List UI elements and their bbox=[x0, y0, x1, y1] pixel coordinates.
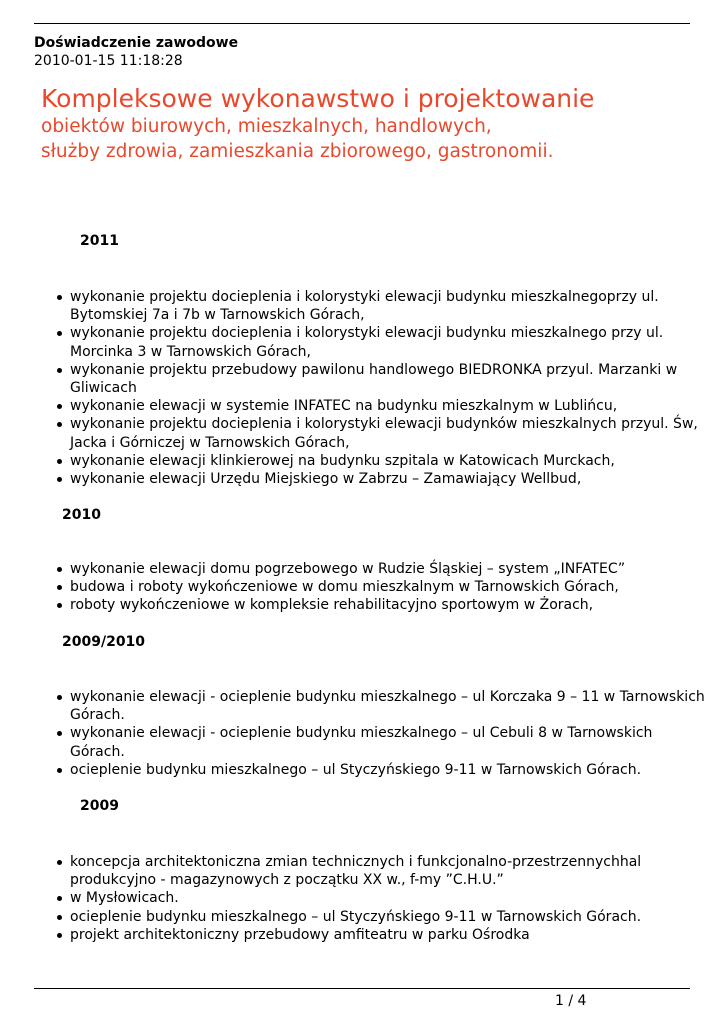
list-item: wykonanie projektu przebudowy pawilonu handlowego BIEDRONKA przyul. Marzanki w Gliwicach bbox=[70, 361, 710, 397]
project-list bbox=[52, 288, 710, 488]
document-date: 2010-01-15 11:18:28 bbox=[34, 53, 183, 69]
list-item: ocieplenie budynku mieszkalnego – ul Styczyńskiego 9-11 w Tarnowskich Górach. bbox=[70, 908, 710, 926]
list-item: ocieplenie budynku mieszkalnego – ul Styczyńskiego 9-11 w Tarnowskich Górach. bbox=[70, 761, 710, 779]
list-item: projekt architektoniczny przebudowy amfiteatru w parku Ośrodka bbox=[70, 926, 710, 944]
list-item: w Mysłowicach. bbox=[70, 889, 710, 907]
page-number: 1 / 4 bbox=[555, 993, 587, 1009]
list-item: wykonanie projektu docieplenia i kolorystyki elewacji budynku mieszkalnego przy ul. Morcinka 3 w Tarnowskich Górach, bbox=[70, 324, 710, 360]
list-item: wykonanie projektu docieplenia i kolorystyki elewacji budynków mieszkalnych przyul. Św, Jacka i Górniczej w Tarnowskich Górach, bbox=[70, 415, 710, 451]
project-list bbox=[52, 560, 710, 615]
list-item: wykonanie elewacji klinkierowej na budynku szpitala w Katowicach Murckach, bbox=[70, 452, 710, 470]
banner-line-2: obiektów biurowych, mieszkalnych, handlowych, bbox=[41, 116, 492, 137]
banner-line-1: Kompleksowe wykonawstwo i projektowanie bbox=[41, 84, 595, 113]
list-item: wykonanie projektu docieplenia i kolorystyki elewacji budynku mieszkalnegoprzy ul. Bytomskiej 7a i 7b w Tarnowskich Górach, bbox=[70, 288, 710, 324]
banner-image bbox=[41, 84, 594, 164]
list-item: wykonanie elewacji - ocieplenie budynku mieszkalnego – ul Korczaka 9 – 11 w Tarnowskich Górach. bbox=[70, 688, 710, 724]
document-title: Doświadczenie zawodowe bbox=[34, 35, 239, 51]
list-item: koncepcja architektoniczna zmian technicznych i funkcjonalno-przestrzennychhal produkcyjno - magazynowych z początku XX w., f-my ”C.H.U.” bbox=[70, 853, 710, 889]
list-item: wykonanie elewacji Urzędu Miejskiego w Zabrzu – Zamawiający Wellbud, bbox=[70, 470, 710, 488]
banner-line-3: służby zdrowia, zamieszkania zbiorowego, gastronomii. bbox=[41, 141, 554, 162]
list-item: budowa i roboty wykończeniowe w domu mieszkalnym w Tarnowskich Górach, bbox=[70, 578, 710, 596]
year-heading: 2010 bbox=[62, 507, 101, 523]
footer-rule bbox=[34, 988, 690, 989]
header-rule bbox=[34, 23, 690, 24]
list-item: wykonanie elewacji domu pogrzebowego w Rudzie Śląskiej – system „INFATEC” bbox=[70, 560, 710, 578]
list-item: wykonanie elewacji w systemie INFATEC na budynku mieszkalnym w Lublińcu, bbox=[70, 397, 710, 415]
list-item: roboty wykończeniowe w kompleksie rehabilitacyjno sportowym w Żorach, bbox=[70, 596, 710, 614]
year-heading: 2009 bbox=[80, 798, 119, 814]
project-list bbox=[52, 688, 710, 779]
list-item: wykonanie elewacji - ocieplenie budynku mieszkalnego – ul Cebuli 8 w Tarnowskich Górach. bbox=[70, 724, 710, 760]
year-heading: 2009/2010 bbox=[62, 634, 146, 650]
year-heading: 2011 bbox=[80, 233, 119, 249]
project-list bbox=[52, 853, 710, 944]
